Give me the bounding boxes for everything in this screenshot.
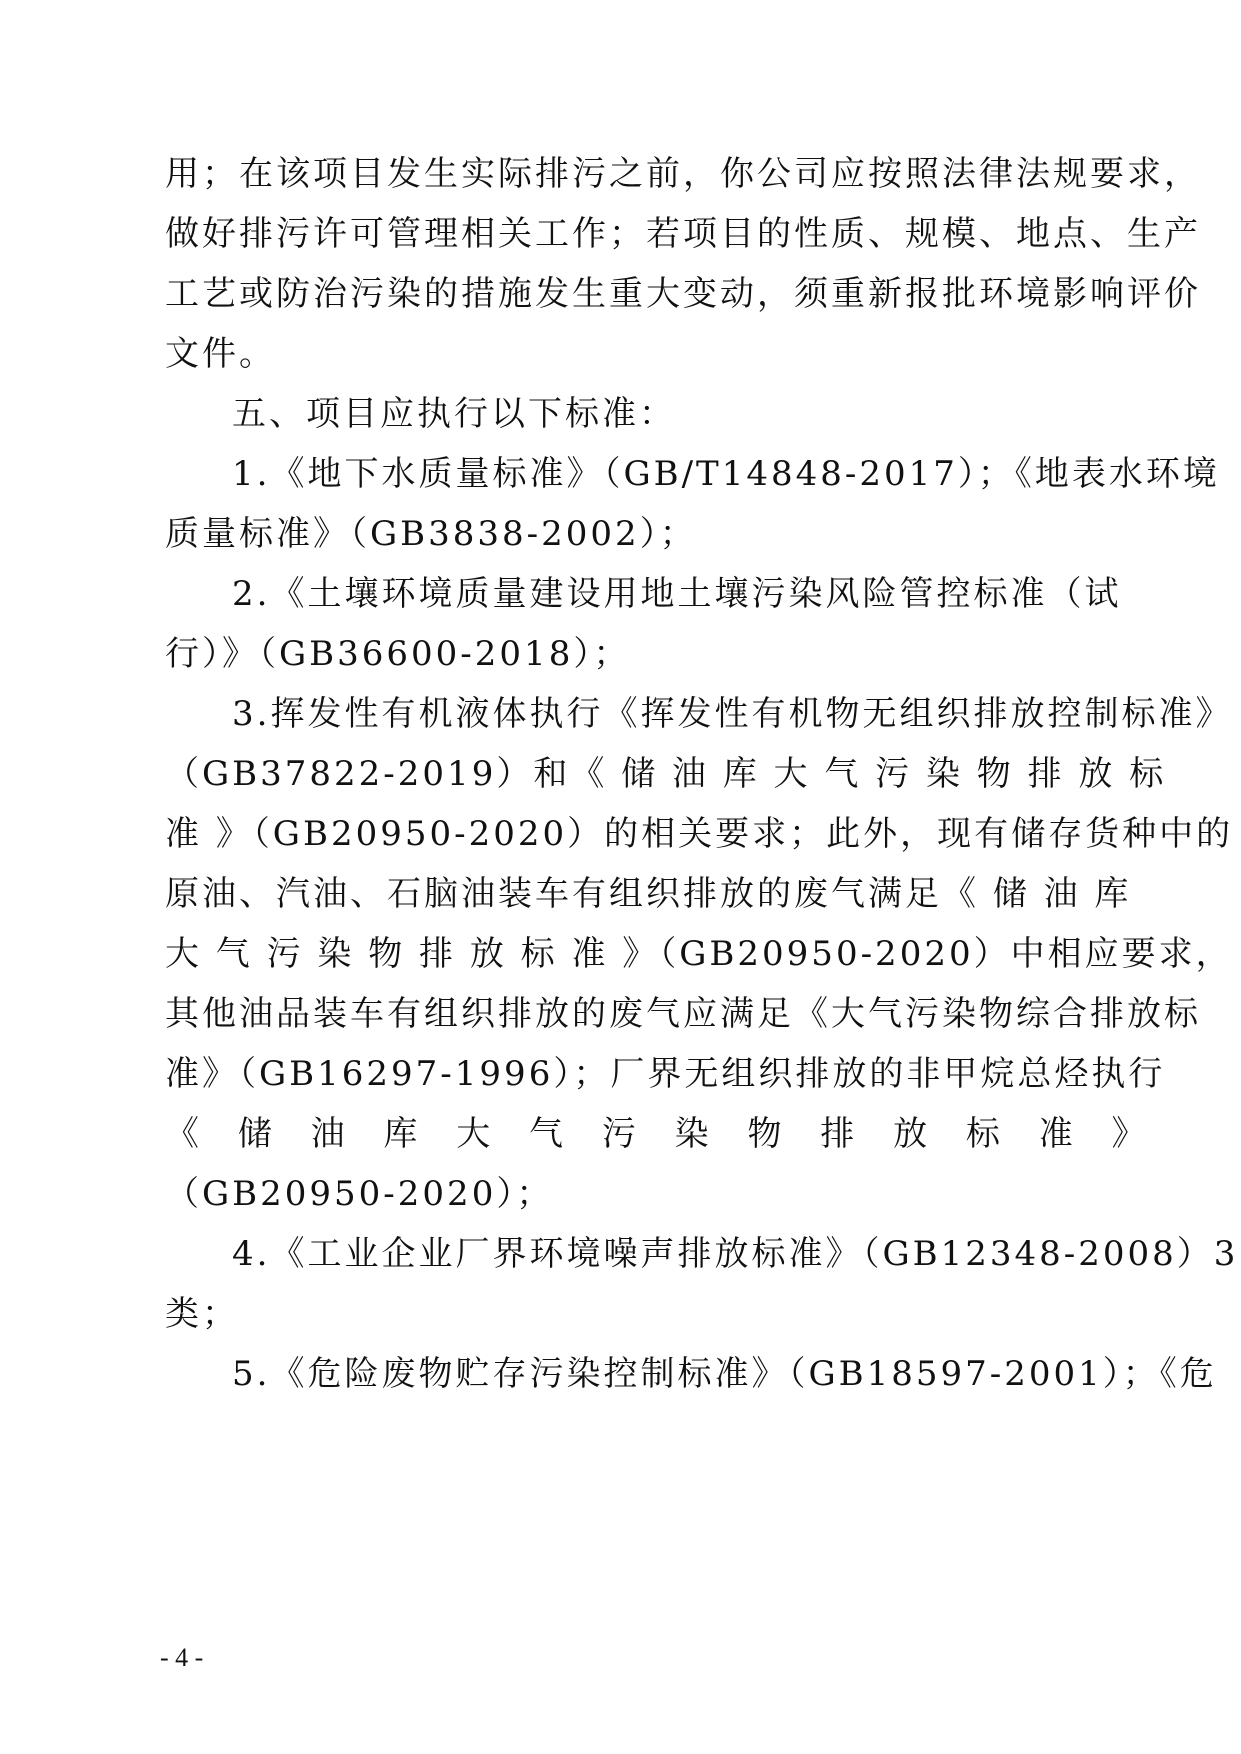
- standard-item-4-line-2: 类；: [165, 1294, 239, 1334]
- standard-item-1-line-2: 质量标准》（GB3838-2002）；: [165, 514, 697, 554]
- text-line-1: 用；在该项目发生实际排污之前，你公司应按照法律法规要求，: [165, 154, 1201, 194]
- standard-item-3-line-1: 3.挥发性有机液体执行《挥发性有机物无组织排放控制标准》: [232, 694, 1233, 734]
- standard-item-1-line-1: 1.《地下水质量标准》（GB/T14848-2017）；《地表水环境: [232, 454, 1220, 494]
- page-number: - 4 -: [160, 1643, 204, 1672]
- standard-item-5-line-1: 5.《危险废物贮存污染控制标准》（GB18597-2001）；《危: [232, 1354, 1217, 1394]
- text-line-2: 做好排污许可管理相关工作；若项目的性质、规模、地点、生产: [165, 214, 1201, 254]
- standard-item-2-line-2: 行）》（GB36600-2018）；: [165, 634, 631, 674]
- standard-item-3-line-8: 《 储 油 库 大 气 污 染 物 排 放 标 准 》: [165, 1114, 1160, 1154]
- standard-item-4-line-1: 4.《工业企业厂界环境噪声排放标准》（GB12348-2008）3: [232, 1234, 1239, 1274]
- standard-item-3-line-6: 其他油品装车有组织排放的废气应满足《大气污染物综合排放标: [165, 994, 1201, 1034]
- standard-item-3-line-9: （GB20950-2020）；: [165, 1174, 554, 1214]
- standard-item-3-line-7: 准》（GB16297-1996）；厂界无组织排放的非甲烷总烃执行: [165, 1054, 1166, 1094]
- text-line-3: 工艺或防治污染的措施发生重大变动，须重新报批环境影响评价: [165, 274, 1201, 314]
- standard-item-2-line-1: 2.《土壤环境质量建设用地土壤污染风险管控标准（试: [232, 574, 1122, 614]
- standard-item-3-line-3: 准 》（GB20950-2020）的相关要求；此外，现有储存货种中的: [165, 814, 1234, 854]
- standard-item-3-line-4: 原油、汽油、石脑油装车有组织排放的废气满足《 储 油 库: [165, 874, 1132, 914]
- section-heading-5: 五、项目应执行以下标准：: [232, 394, 676, 434]
- text-line-4: 文件。: [165, 334, 276, 374]
- standard-item-3-line-5: 大 气 污 染 物 排 放 标 准 》（GB20950-2020）中相应要求，: [165, 934, 1233, 974]
- standard-item-3-line-2: （GB37822-2019）和《 储 油 库 大 气 污 染 物 排 放 标: [165, 754, 1167, 794]
